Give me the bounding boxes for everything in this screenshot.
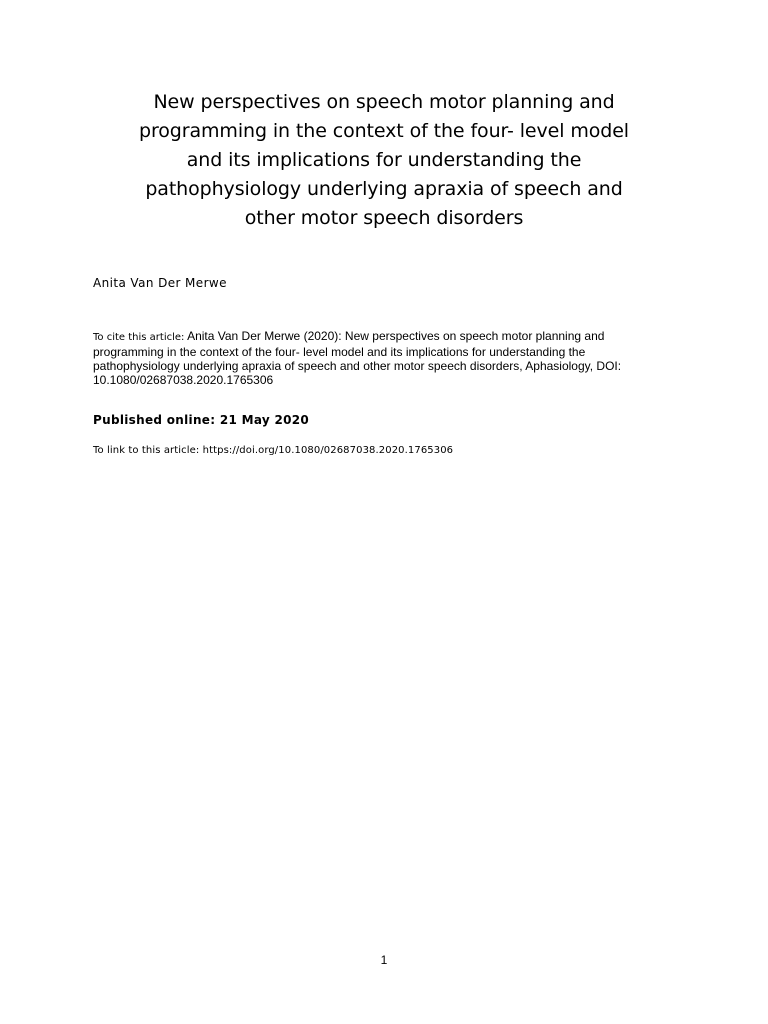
article-link-line [93,445,453,456]
published-date: Published online: 21 May 2020 [93,413,310,427]
citation-label: To cite this article: [93,332,185,343]
citation-text: Anita Van Der Merwe (2020): New perspectives on speech motor planning and programming in the context of the four- level model and its implications for understanding the pathophysiology underlying apraxia of speech and other motor speech disorders, Aphasiology, DOI: 10.1080/02687038.2020.1765306 [93,329,622,387]
article-title: New perspectives on speech motor planning and programming in the context of the four- level model and its implications for understanding the pathophysiology underlying apraxia of speech and other motor speech disorders [139,91,629,229]
author-name: Anita Van Der Merwe [93,276,227,290]
link-label: To link to this article: [93,445,200,456]
citation-block [93,329,663,387]
page-number: 1 [380,953,388,967]
doi-link[interactable]: https://doi.org/10.1080/02687038.2020.1765306 [202,445,454,456]
